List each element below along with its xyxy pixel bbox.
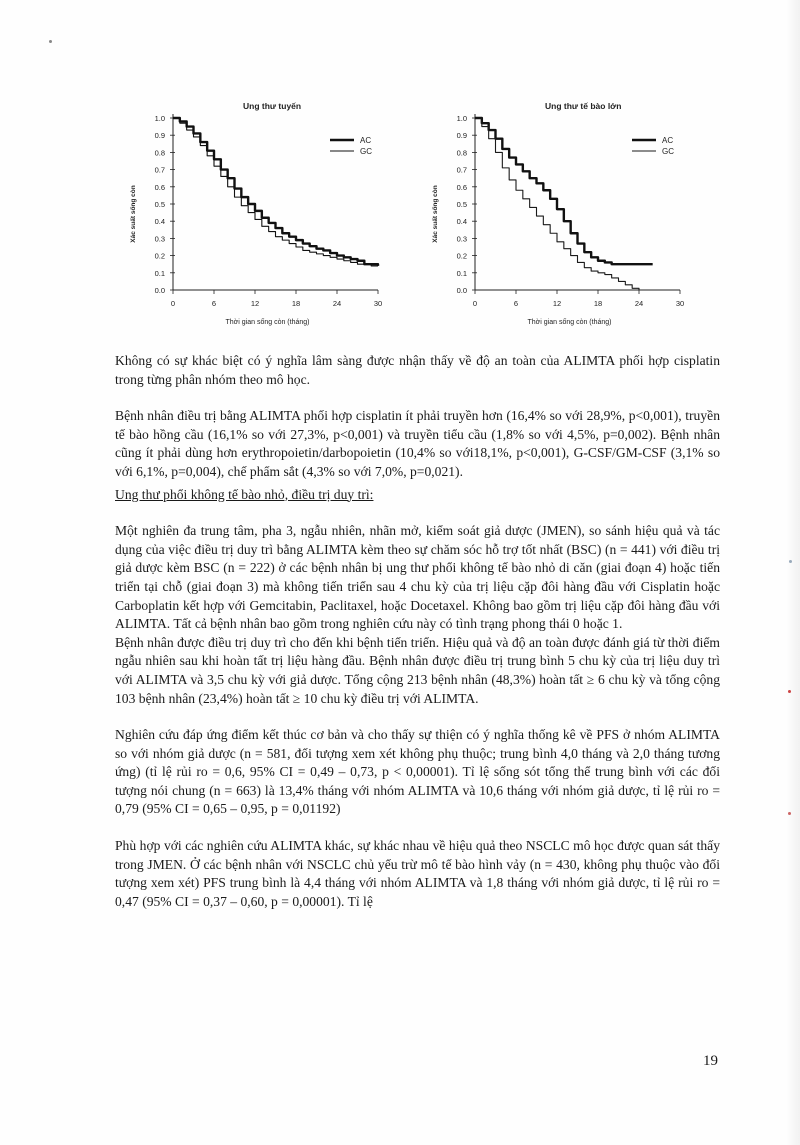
section-heading-maintenance: Ung thư phổi không tế bào nhỏ, điều trị duy trì: xyxy=(115,486,374,502)
chart-adenocarcinoma xyxy=(118,98,408,343)
y-axis-label: Xác suất sống còn xyxy=(432,185,439,243)
x-tick-label: 18 xyxy=(593,299,603,308)
y-tick-label: 0.4 xyxy=(456,217,467,227)
y-tick-label: 0.5 xyxy=(154,200,165,209)
legend-label-ac: AC xyxy=(662,136,674,145)
y-tick-label: 0.2 xyxy=(456,251,467,261)
scan-speck xyxy=(788,812,791,815)
y-tick-label: 0.6 xyxy=(456,182,467,192)
y-tick-label: 0.3 xyxy=(154,234,165,244)
paragraph-transfusion: Bệnh nhân điều trị bằng ALIMTA phối hợp cisplatin ít phải truyền hơn (16,4% so với 28,9%, p<0,001), truyền tế bào hồng cầu (16,1% so với 27,3%, p<0,001) và truyền tiểu cầu (1,8% so với 4,5%, p=0,002). Bệnh nhân cũng ít phải dùng hơn erythropoietin/darbopoietin (10,4% so với18,1%, p<0,001), G-CSF/GM-CSF (3,1% so với 6,1%, p=0,004), chế phẩm sắt (4,3% so với 7,0%, p=0,021). xyxy=(115,408,720,479)
legend-label-gc: GC xyxy=(662,147,674,156)
scan-speck xyxy=(49,40,52,43)
paragraph-jmen-treatment: Bệnh nhân được điều trị duy trì cho đến khi bệnh tiến triển. Hiệu quả và độ an toàn được đánh giá từ thời điểm ngẫu nhiên sau khi hoàn tất trị liệu hàng đầu. Bệnh nhân được điều trị trung bình 5 chu kỳ của trị liệu duy trì với ALIMTA và 3,5 chu kỳ với giả dược. Tổng cộng 213 bệnh nhân (48,3%) hoàn tất ≥ 6 chu kỳ và tổng cộng 103 bệnh nhân (23,4%) hoàn tất ≥ 10 chu kỳ điều trị với ALIMTA. xyxy=(115,634,720,706)
chart-title: Ung thư tuyến xyxy=(243,101,302,111)
survival-chart-left xyxy=(118,98,408,338)
x-tick-label: 24 xyxy=(634,299,644,308)
y-tick-label: 0.5 xyxy=(456,200,467,209)
scan-speck xyxy=(788,690,791,693)
y-tick-label: 0.6 xyxy=(154,182,165,192)
paragraph-jmen-design: Một nghiên đa trung tâm, pha 3, ngẫu nhiên, nhãn mở, kiểm soát giả dược (JMEN), so sánh hiệu quả và tác dụng của việc điều trị duy trì bằng ALIMTA kèm theo sự chăm sóc hỗ trợ tốt nhất (BSC) (n = 441) với điều trị giả dược kèm BSC (n = 222) ở các bệnh nhân bị ung thư phổi không tế bào nhỏ di căn (giai đoạn 4) hoặc tiến triển tại chỗ (giai đoạn 3) mà không tiến triển sau 4 chu kỳ của trị liệu cặp đôi hàng đầu với Cisplatin hoặc Carboplatin kết hợp với Gemcitabin, Paclitaxel, hoặc Docetaxel. Không bao gồm trị liệu cặp đôi hàng đầu với ALIMTA. Tất cả bệnh nhân bao gồm trong nghiên cứu này có tình trạng phong thái 0 hoặc 1. xyxy=(115,523,720,632)
chart-title: Ung thư tế bào lớn xyxy=(545,101,622,111)
y-tick-label: 0.4 xyxy=(154,217,165,227)
x-tick-label: 6 xyxy=(211,299,217,308)
y-tick-label: 0.3 xyxy=(456,234,467,244)
y-tick-label: 0.8 xyxy=(154,148,165,158)
x-tick-label: 6 xyxy=(513,299,519,308)
x-tick-label: 0 xyxy=(472,299,478,308)
scan-speck xyxy=(789,560,792,563)
legend-label-gc: GC xyxy=(360,147,372,156)
x-tick-label: 0 xyxy=(170,299,176,308)
paragraph-safety: Không có sự khác biệt có ý nghĩa lâm sàng được nhận thấy về độ an toàn của ALIMTA phối hợp cisplatin trong từng phân nhóm theo mô học. xyxy=(115,353,720,387)
x-tick-label: 30 xyxy=(373,299,383,308)
x-tick-label: 18 xyxy=(291,299,301,308)
x-tick-label: 12 xyxy=(552,299,562,308)
y-axis-label: Xác suất sống còn xyxy=(130,185,137,243)
x-tick-label: 30 xyxy=(675,299,685,308)
y-tick-label: 0.1 xyxy=(456,268,467,278)
scan-edge-shadow xyxy=(786,0,800,1145)
y-tick-label: 0.9 xyxy=(154,131,165,141)
x-axis-label: Thời gian sống còn (tháng) xyxy=(527,319,612,326)
x-axis-label: Thời gian sống còn (tháng) xyxy=(225,319,310,326)
page-number: 19 xyxy=(703,1053,718,1069)
body-text xyxy=(115,352,720,911)
y-tick-label: 0.0 xyxy=(154,286,165,295)
survival-chart-right xyxy=(420,98,710,338)
paragraph-jmen-results: Nghiên cứu đáp ứng điểm kết thúc cơ bản và cho thấy sự thiện có ý nghĩa thống kê về PFS ở nhóm ALIMTA so với nhóm giả dược (n = 581, đối tượng xem xét không phụ thuộc; trung bình 4,0 tháng và 2,0 tháng tương ứng) (tỉ lệ rủi ro = 0,6, 95% CI = 0,49 – 0,73, p < 0,00001). Tỉ lệ sống sót tổng thể trung bình với các đối tượng nói chung (n = 663) là 13,4% tháng với nhóm ALIMTA và 10,6 tháng với nhóm giả dược, tỉ lệ rủi ro = 0,79 (95% CI = 0,65 – 0,95, p = 0,01192) xyxy=(115,727,720,817)
y-tick-label: 0.7 xyxy=(456,165,467,175)
y-tick-label: 0.2 xyxy=(154,251,165,261)
x-tick-label: 12 xyxy=(250,299,260,308)
x-tick-label: 24 xyxy=(332,299,342,308)
y-tick-label: 0.9 xyxy=(456,131,467,141)
y-tick-label: 1.0 xyxy=(154,114,165,123)
y-tick-label: 0.8 xyxy=(456,148,467,158)
legend-label-ac: AC xyxy=(360,136,372,145)
y-tick-label: 1.0 xyxy=(456,114,467,123)
y-tick-label: 0.7 xyxy=(154,165,165,175)
chart-large-cell xyxy=(420,98,710,343)
paragraph-jmen-histology: Phù hợp với các nghiên cứu ALIMTA khác, sự khác nhau về hiệu quả theo NSCLC mô học được quan sát thấy trong JMEN. Ở các bệnh nhân với NSCLC chủ yếu trừ mô tế bào hình vảy (n = 430, không phụ thuộc vào đối tượng xem xét) PFS trung bình là 4,4 tháng với nhóm ALIMTA và 1,8 tháng với nhóm giả dược, tỉ lệ rủi ro = 0,47 (95% CI = 0,37 – 0,60, p = 0,00001). Tỉ lệ xyxy=(115,838,720,909)
y-tick-label: 0.0 xyxy=(456,286,467,295)
y-tick-label: 0.1 xyxy=(154,268,165,278)
